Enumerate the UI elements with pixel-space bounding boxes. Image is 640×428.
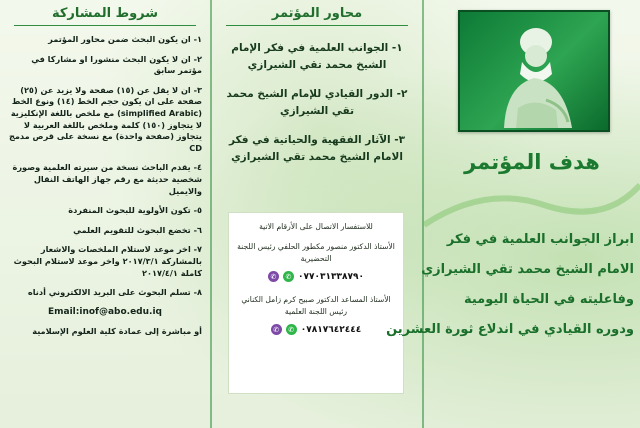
axis-item: ١- الجوانب العلمية في فكر الإمام الشيخ محمد تقي الشيرازي xyxy=(231,42,403,71)
condition-item: ٦- تخضع البحوث للتقويم العلمي xyxy=(73,224,202,235)
conditions-footer: أو مباشرة إلى عمادة كلية العلوم الإسلامية xyxy=(32,326,202,337)
condition-item: ٥- تكون الأولوية للبحوث المنفردة xyxy=(68,205,202,216)
viber-icon: ✆ xyxy=(268,271,279,282)
phone-number-2[interactable]: ٠٧٨١٧٦٤٢٤٤٤ xyxy=(300,324,362,335)
conditions-panel xyxy=(0,0,210,428)
aim-panel xyxy=(386,0,640,428)
whatsapp-icon: ✆ xyxy=(286,324,297,335)
condition-item: ٢- ان لا يكون البحث منشورا او مشاركا في مؤتمر سابق xyxy=(31,53,202,76)
portrait-image xyxy=(458,10,610,132)
phone-row-2 xyxy=(237,324,395,335)
conditions-list xyxy=(8,34,202,338)
aim-line: الامام الشيخ محمد تقي الشيرازي xyxy=(421,262,634,277)
axis-item: ٢- الدور القيادي للإمام الشيخ محمد تقي الشيرازي xyxy=(226,88,408,117)
decorative-wave xyxy=(424,175,640,235)
conditions-title: شروط المشاركة xyxy=(14,0,196,26)
portrait-figure xyxy=(460,12,608,130)
axes-panel xyxy=(212,0,422,428)
contact-intro: للاستفسار الاتصال على الأرقام الاتية xyxy=(259,222,373,231)
viber-icon: ✆ xyxy=(271,324,282,335)
aim-line: ابراز الجوانب العلمية في فكر xyxy=(446,232,634,247)
condition-item: ٤- يقدم الباحث نسخة من سيرته العلمية وصورة شخصية حديثة مع رقم جهاز الهاتف النقال والايميل xyxy=(12,162,202,196)
contact-box xyxy=(228,212,404,394)
aim-line: ودوره القيادي في اندلاع ثورة العشرين xyxy=(386,322,634,337)
phone-number-1[interactable]: ٠٧٧٠٣١٣٣٨٧٩٠ xyxy=(298,271,364,282)
aim-line: وفاعليته في الحياة اليومية xyxy=(463,292,634,307)
condition-item: ٣- ان لا يقل عن (١٥) صفحة ولا يزيد عن (٢٥) صفحة على ان يكون حجم الخط (١٤) ونوع الخط (simplified Arabic) مع ملخص باللغة الإنكليزية لا يتجاوز (١٥٠) كلمة وملخص باللغة العربية لا يتجاوز (صفحة واحدة) مع نسخة على قرص مدمج CD xyxy=(8,84,202,153)
axes-title: محاور المؤتمر xyxy=(226,0,408,26)
condition-item: ٨- تسلم البحوث على البريد الالكتروني أدناه xyxy=(27,287,202,298)
aim-text xyxy=(386,225,634,345)
aim-title: هدف المؤتمر xyxy=(464,150,600,174)
axis-item: ٣- الآثار الفقهية والحياتية في فكر الامام الشيخ محمد تقي الشيرازي xyxy=(228,134,406,163)
contact-person-1: الأستاذ الدكتور منصور مكطور الحلفي رئيس اللجنة التحضيرية xyxy=(237,242,395,263)
condition-item: ١- ان يكون البحث ضمن محاور المؤتمر xyxy=(48,34,202,44)
contact-person-2: الأستاذ المساعد الدكتور صبيح كرم زامل الكناني رئيس اللجنة العلمية xyxy=(241,295,391,316)
phone-row-1 xyxy=(237,271,395,282)
whatsapp-icon: ✆ xyxy=(283,271,294,282)
axes-list xyxy=(222,40,412,166)
condition-item: ٧- اخر موعد لاستلام الملخصات والاشعار بالمشاركة ٢٠١٧/٣/١ واخر موعد لاستلام البحوث كاملة ٢٠١٧/٤/١ xyxy=(13,244,202,278)
email-address[interactable]: Email:inof@abo.edu.iq xyxy=(48,306,162,317)
